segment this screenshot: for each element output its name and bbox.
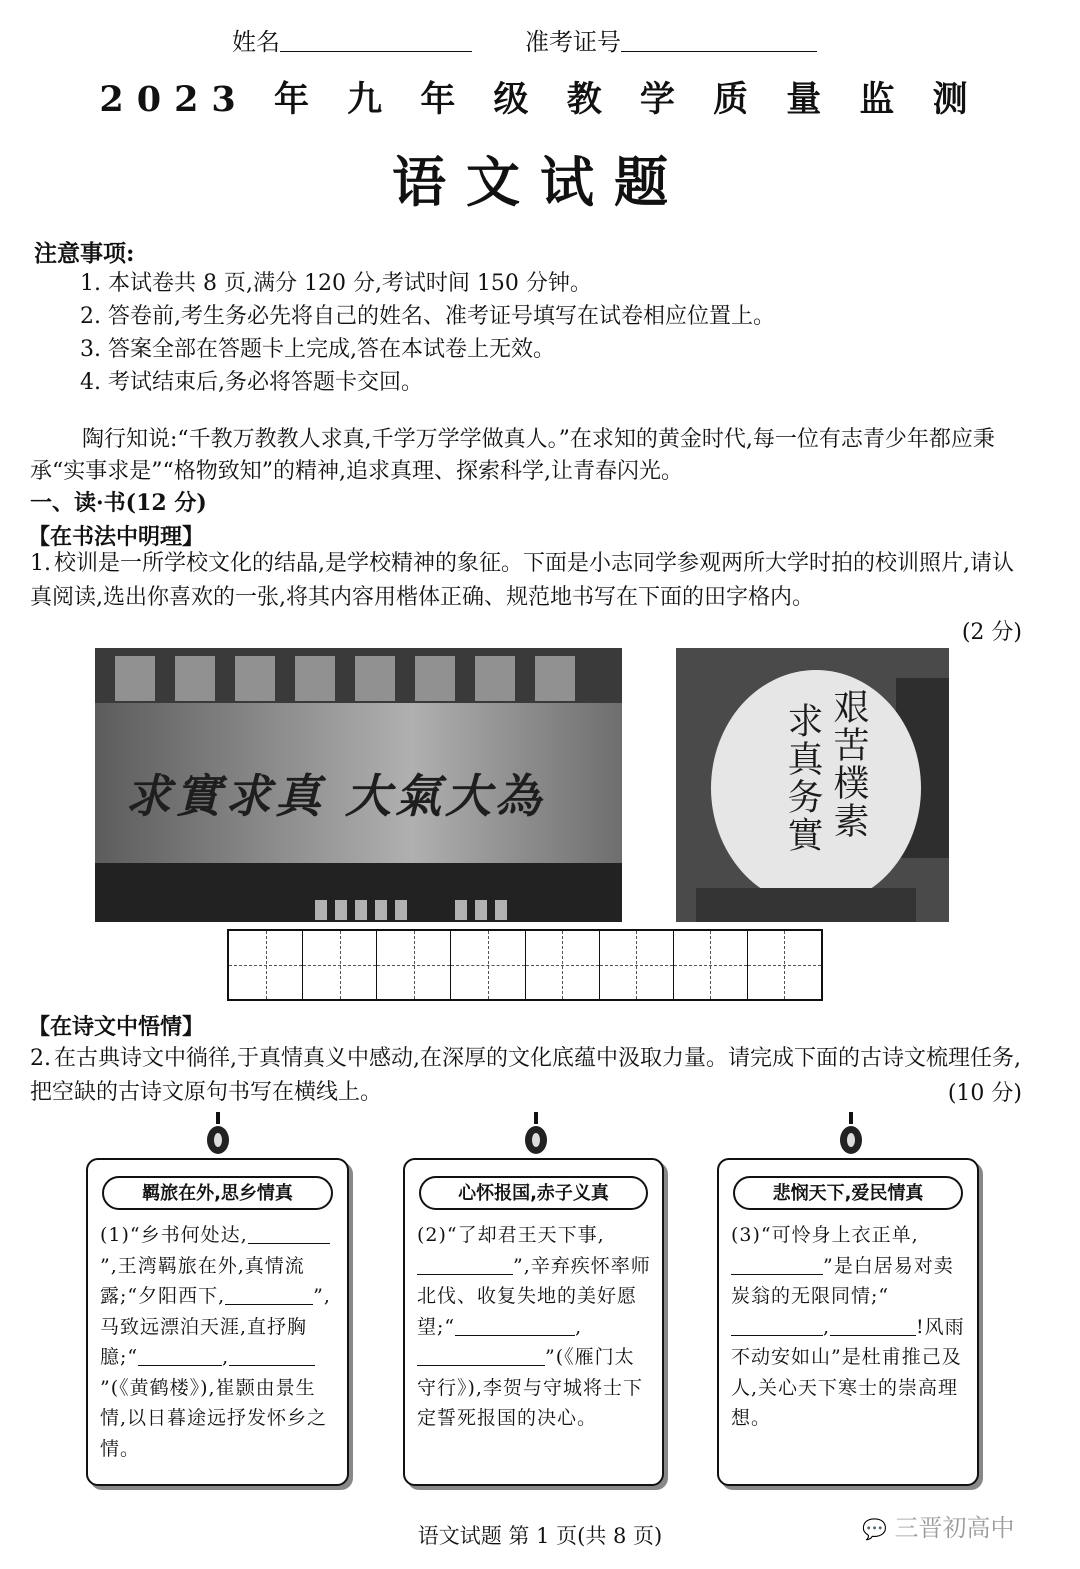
card-text xyxy=(731,1220,969,1434)
answer-blank[interactable] xyxy=(417,1345,545,1366)
subsection-tag: 【在书法中明理】 xyxy=(28,524,205,550)
exam-number-label: 准考证号 xyxy=(525,28,621,56)
poetry-card-1 xyxy=(86,1158,349,1486)
card-title: 心怀报国,赤子义真 xyxy=(419,1176,648,1210)
motto-photo-2-inscription xyxy=(771,688,881,888)
name-blank[interactable] xyxy=(280,51,472,52)
notice-item: 2. 答卷前,考生务必先将自己的姓名、准考证号填写在试卷相应位置上。 xyxy=(80,304,775,329)
notice-heading: 注意事项: xyxy=(34,240,135,267)
grid-cell[interactable] xyxy=(451,931,525,999)
grid-cell[interactable] xyxy=(377,931,451,999)
binder-clip-icon xyxy=(836,1110,866,1156)
card-text-part: , xyxy=(222,1346,230,1368)
motto-photo-1-inscription: 求實求真 大氣大為 xyxy=(125,769,546,823)
question-text: 在古典诗文中徜徉,于真情真义中感动,在深厚的文化底蕴中汲取力量。请完成下面的古诗文梳理任务,把空缺的古诗文原句书写在横线上。 xyxy=(30,1046,1021,1105)
card-title: 羁旅在外,思乡情真 xyxy=(102,1176,333,1210)
card-text-part: (2)“了却君王天下事, xyxy=(417,1224,605,1246)
card-text-part: , xyxy=(575,1315,583,1338)
card-text-part: ”(《黄鹤楼》),崔颢由景生情,以日暮途远抒发怀乡之情。 xyxy=(100,1376,328,1460)
card-text-part: ”,马致远漂泊天涯,直抒胸臆;“ xyxy=(100,1285,331,1368)
question-number: 2. xyxy=(30,1046,51,1071)
poetry-card-2 xyxy=(403,1158,664,1486)
answer-blank[interactable] xyxy=(731,1315,823,1336)
card-text xyxy=(100,1220,339,1464)
name-label: 姓名 xyxy=(232,28,280,56)
page-footer: 语文试题 第 1 页(共 8 页) xyxy=(417,1524,663,1548)
question-2 xyxy=(30,1042,1022,1110)
inscription-line: 艰苦樸素 xyxy=(828,688,869,840)
card-text-part: , xyxy=(823,1315,831,1338)
inscription-line: 求真务實 xyxy=(782,702,823,854)
question-score: (10 分) xyxy=(947,1081,1022,1106)
name-field xyxy=(232,22,472,57)
exam-number-blank[interactable] xyxy=(621,51,817,52)
notice-item: 4. 考试结束后,务必将答题卡交回。 xyxy=(80,370,423,395)
exam-title: 2023 年 九 年 级 教 学 质 量 监 测 xyxy=(99,79,981,120)
card-text-part: (3)“可怜身上衣正单, xyxy=(731,1224,919,1246)
card-text-part: ”,辛弃疾怀率师北伐、收复失地的美好愿望;“ xyxy=(417,1254,651,1338)
chat-bubble-icon: 💬 xyxy=(862,1517,887,1541)
answer-blank[interactable] xyxy=(731,1254,823,1275)
card-text xyxy=(417,1220,654,1434)
binder-clip-icon xyxy=(521,1110,551,1156)
card-text-part: ”,王湾羁旅在外,真情流露;“夕阳西下, xyxy=(100,1254,305,1307)
question-text: 校训是一所学校文化的结晶,是学校精神的象征。下面是小志同学参观两所大学时拍的校训照片,请认真阅读,选出你喜欢的一张,将其内容用楷体正确、规范地书写在下面的田字格内。 xyxy=(30,551,1014,610)
poetry-card-3 xyxy=(717,1158,979,1486)
card-text-part: ”(《雁门太守行》),李贺与守城将士下定誓死报国的决心。 xyxy=(417,1346,643,1429)
card-text-part: !风雨不动安如山”是杜甫推己及人,关心天下寒士的崇高理想。 xyxy=(731,1315,965,1429)
answer-blank[interactable] xyxy=(417,1254,513,1275)
grid-cell[interactable] xyxy=(748,931,821,999)
answer-blank[interactable] xyxy=(830,1315,916,1336)
notice-item: 1. 本试卷共 8 页,满分 120 分,考试时间 150 分钟。 xyxy=(80,271,592,296)
question-number: 1. xyxy=(30,551,51,576)
card-text-part: (1)“乡书何处达, xyxy=(100,1224,248,1246)
motto-photo-2 xyxy=(676,648,949,922)
grid-cell[interactable] xyxy=(229,931,303,999)
answer-blank[interactable] xyxy=(248,1223,330,1244)
subject-title: 语文试题 xyxy=(392,150,688,214)
question-1 xyxy=(30,547,1022,615)
answer-blank[interactable] xyxy=(225,1284,313,1305)
answer-blank[interactable] xyxy=(138,1345,222,1366)
answer-blank[interactable] xyxy=(229,1345,315,1366)
grid-cell[interactable] xyxy=(526,931,600,999)
question-score: (2 分) xyxy=(961,620,1022,645)
binder-clip-icon xyxy=(203,1110,233,1156)
watermark xyxy=(862,1508,1015,1543)
subsection-tag: 【在诗文中悟情】 xyxy=(28,1014,205,1040)
section-title: 一、读·书(12 分) xyxy=(30,490,207,516)
notice-item: 3. 答案全部在答题卡上完成,答在本试卷上无效。 xyxy=(80,337,555,362)
intro-paragraph: 陶行知说:“千教万教教人求真,千学万学学做真人。”在求知的黄金时代,每一位有志青少年都应秉承“实事求是”“格物致知”的精神,追求真理、探索科学,让青春闪光。 xyxy=(30,427,995,484)
motto-photo-1 xyxy=(95,648,622,922)
watermark-text: 三晋初高中 xyxy=(894,1514,1015,1542)
card-title: 悲悯天下,爱民情真 xyxy=(733,1176,963,1210)
grid-cell[interactable] xyxy=(303,931,377,999)
tianzi-grid[interactable] xyxy=(227,929,823,1001)
grid-cell[interactable] xyxy=(600,931,674,999)
card-text-part: ”是白居易对卖炭翁的无限同情;“ xyxy=(731,1254,954,1307)
grid-cell[interactable] xyxy=(674,931,748,999)
exam-number-field xyxy=(525,22,817,57)
answer-blank[interactable] xyxy=(455,1315,575,1336)
